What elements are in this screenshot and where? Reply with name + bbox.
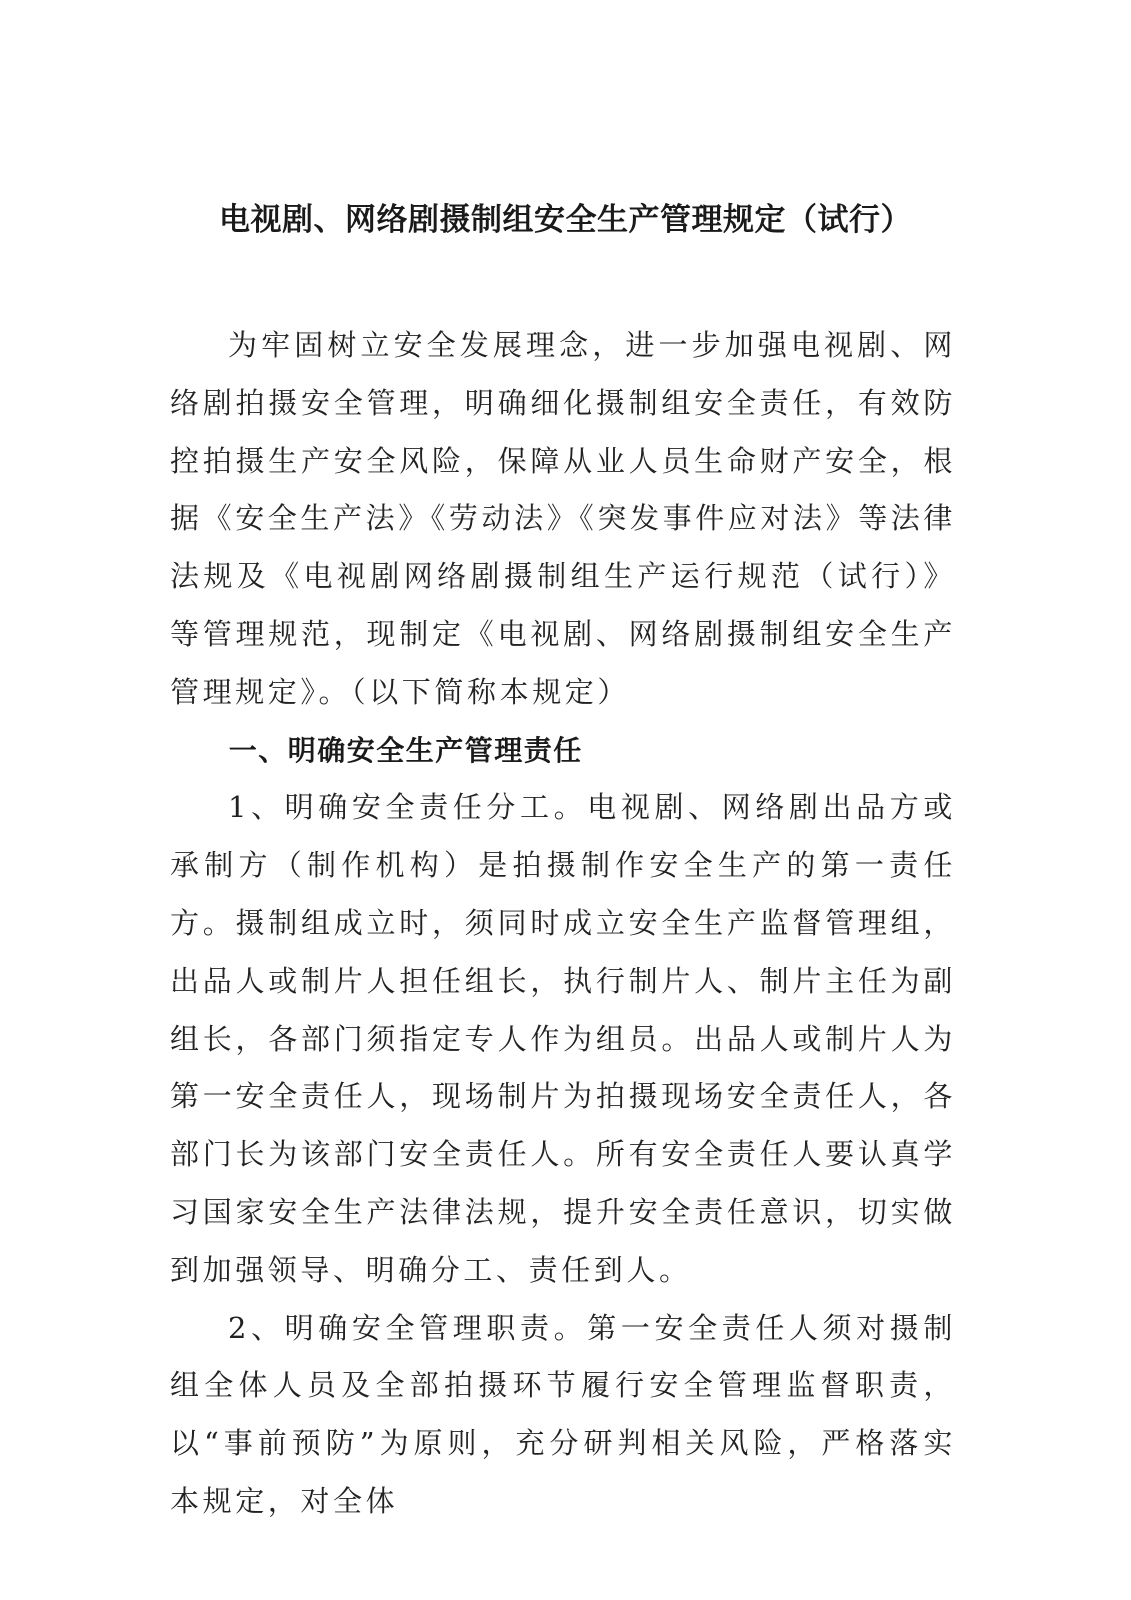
document-title: 电视剧、网络剧摄制组安全生产管理规定（试行） xyxy=(219,202,912,238)
item-paragraph-2: 2、明确安全管理职责。第一安全责任人须对摄制组全体人员及全部拍摄环节履行安全管理监督职责，以“事前预防”为原则，充分研判相关风险，严格落实本规定，对全体 xyxy=(170,1310,956,1518)
document-body xyxy=(170,317,956,1531)
item-paragraph-1: 1、明确安全责任分工。电视剧、网络剧出品方或承制方（制作机构）是拍摄制作安全生产的第一责任方。摄制组成立时，须同时成立安全生产监督管理组，出品人或制片人担任组长，执行制片人、制片主任为副组长，各部门须指定专人作为组员。出品人或制片人为第一安全责任人，现场制片为拍摄现场安全责任人，各部门长为该部门安全责任人。所有安全责任人要认真学习国家安全生产法律法规，提升安全责任意识，切实做到加强领导、明确分工、责任到人。 xyxy=(170,790,956,1287)
intro-paragraph: 为牢固树立安全发展理念，进一步加强电视剧、网络剧拍摄安全管理，明确细化摄制组安全责任，有效防控拍摄生产安全风险，保障从业人员生命财产安全，根据《安全生产法》《劳动法》《突发事件应对法》等法律法规及《电视剧网络剧摄制组生产运行规范（试行）》等管理规范，现制定《电视剧、网络剧摄制组安全生产管理规定》。（以下简称本规定） xyxy=(170,328,957,709)
section-heading: 一、明确安全生产管理责任 xyxy=(228,733,583,767)
